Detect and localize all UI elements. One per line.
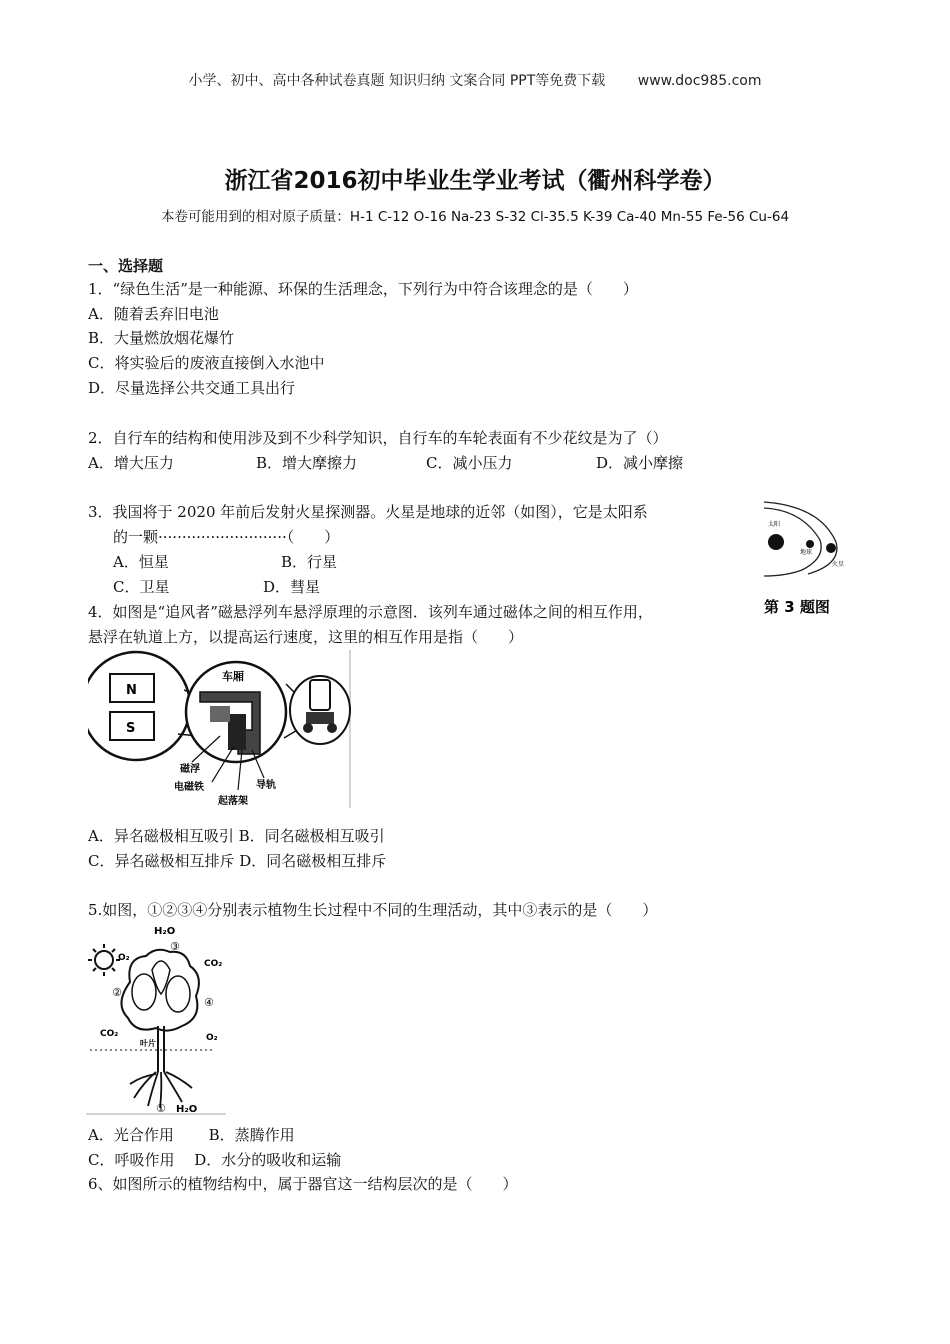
q4-stem-line1: 4．如图是“追风者”磁悬浮列车悬浮原理的示意图．该列车通过磁体之间的相互作用， xyxy=(88,603,653,621)
atomic-masses: 本卷可能用到的相对原子质量：H-1 C-12 O-16 Na-23 S-32 Cl-35.5 K-39 Ca-40 Mn-55 Fe-56 Cu-64 xyxy=(160,209,790,225)
carriage-label: 车厢 xyxy=(222,670,244,683)
q3-option-a: A．恒星 xyxy=(113,553,169,571)
co2-left-label: CO₂ xyxy=(100,1029,119,1039)
q6-stem: 6、如图所示的植物结构中，属于器官这一结构层次的是（ ） xyxy=(88,1175,518,1193)
exam-title: 浙江省2016初中毕业生学业考试（衢州科学卷） xyxy=(224,168,726,194)
mars-icon xyxy=(826,543,836,553)
sun-icon xyxy=(768,534,784,550)
q3-option-d: D．彗星 xyxy=(263,578,321,596)
o2-left-label: O₂ xyxy=(118,953,130,963)
magnet-label: 磁浮 xyxy=(180,764,200,775)
q2-option-d: D．减小摩擦 xyxy=(596,454,684,472)
earth-icon xyxy=(806,540,814,548)
q3-stem-line1: 3．我国将于 2020 年前后发射火星探测器。火星是地球的近邻（如图），它是太阳系 xyxy=(88,503,648,521)
rail-label: 导轨 xyxy=(256,780,276,791)
q2-option-a: A．增大压力 xyxy=(88,454,174,472)
q4-maglev-figure xyxy=(88,650,354,808)
q5-plant-figure xyxy=(86,922,231,1117)
q5-stem: 5.如图，①②③④分别表示植物生长过程中不同的生理活动，其中③表示的是（ ） xyxy=(88,901,658,919)
mars-label: 火星 xyxy=(832,561,845,568)
q1-option-d: D．尽量选择公共交通工具出行 xyxy=(88,379,296,397)
n-pole-label: N xyxy=(126,683,137,698)
q1-option-a: A．随着丢弃旧电池 xyxy=(88,305,219,323)
label-1: ① xyxy=(156,1102,166,1115)
section-heading: 一、选择题 xyxy=(88,257,164,275)
label-4: ④ xyxy=(204,996,214,1009)
q3-solar-system-figure xyxy=(762,500,850,620)
q3-stem-line2: 的一颗···························（ ） xyxy=(113,528,340,546)
header-text: 小学、初中、高中各种试卷真题 知识归纳 文案合同 PPT等免费下载 xyxy=(188,73,606,89)
q4-options-ab: A．异名磁极相互吸引 B．同名磁极相互吸引 xyxy=(88,827,385,845)
frame-label: 起落架 xyxy=(218,796,248,807)
header-url[interactable]: www.doc985.com xyxy=(637,73,762,89)
co2-right-label: CO₂ xyxy=(204,959,223,969)
q1-stem: 1．“绿色生活”是一种能源、环保的生活理念，下列行为中符合该理念的是（ ） xyxy=(88,280,638,298)
q3-options-ab xyxy=(113,552,337,572)
o2-right-label: O₂ xyxy=(206,1033,218,1043)
q3-option-c: C．卫星 xyxy=(113,578,170,596)
q3-options-cd xyxy=(113,577,320,597)
q1-option-b: B．大量燃放烟花爆竹 xyxy=(88,329,235,347)
s-pole-label: S xyxy=(126,721,136,736)
h2o-top-label: H₂O xyxy=(154,926,176,937)
q3-option-b: B．行星 xyxy=(281,553,338,571)
label-2: ② xyxy=(112,986,122,999)
sun-icon xyxy=(88,944,120,976)
h2o-bottom-label: H₂O xyxy=(176,1104,198,1115)
q2-option-c: C．减小压力 xyxy=(426,454,513,472)
q2-stem: 2．自行车的结构和使用涉及到不少科学知识，自行车的车轮表面有不少花纹是为了（） xyxy=(88,429,668,447)
earth-label: 地球 xyxy=(800,549,813,556)
q3-fig-caption: 第 3 题图 xyxy=(764,598,830,616)
q5-options-ab: A．光合作用 B．蒸腾作用 xyxy=(88,1126,295,1144)
sun-label: 太阳 xyxy=(768,521,781,528)
q2-option-b: B．增大摩擦力 xyxy=(256,454,358,472)
electromagnet-label: 电磁铁 xyxy=(174,782,204,793)
page-header xyxy=(0,70,950,90)
q4-stem-line2: 悬浮在轨道上方，以提高运行速度，这里的相互作用是指（ ） xyxy=(88,628,524,646)
q2-options xyxy=(88,453,683,473)
q4-options-cd: C．异名磁极相互排斥 D．同名磁极相互排斥 xyxy=(88,852,387,870)
q1-option-c: C．将实验后的废液直接倒入水池中 xyxy=(88,354,325,372)
q5-options-cd: C．呼吸作用 D．水分的吸收和运输 xyxy=(88,1151,342,1169)
leaf-label: 叶片 xyxy=(140,1039,156,1048)
label-3: ③ xyxy=(170,940,180,953)
